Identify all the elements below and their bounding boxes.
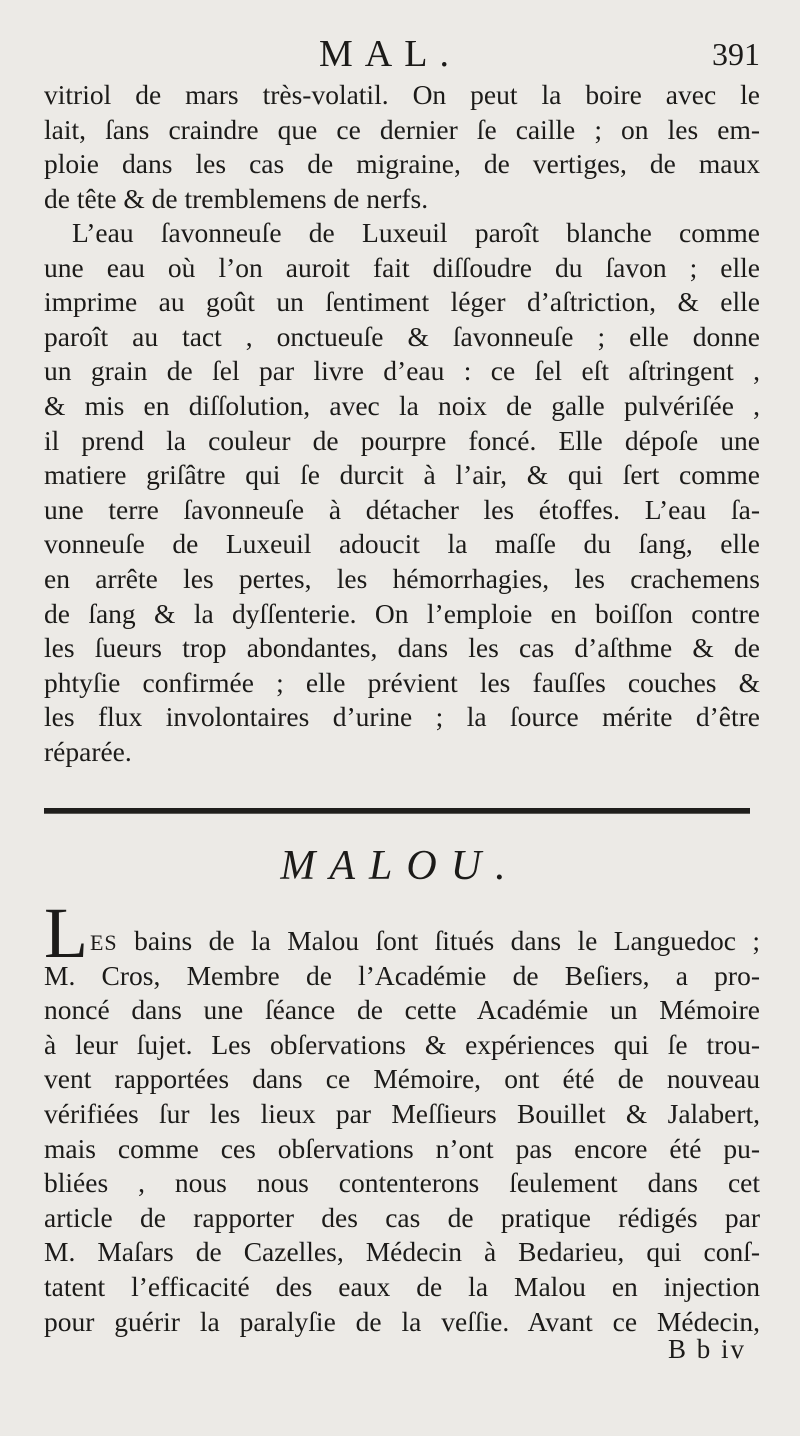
text-line: paroît au tact , onctueuſe & ſavonneuſe ; elle donne — [44, 320, 760, 352]
text-line: tatent l’efficacité des eaux de la Malou en injection — [44, 1270, 760, 1302]
paragraph-malou — [44, 893, 760, 1339]
text-line: matiere griſâtre qui ſe durcit à l’air, & qui ſert comme — [44, 459, 760, 491]
text-line: phtyſie confirmée ; elle prévient les fauſſes couches & — [44, 666, 760, 698]
paragraph-luxeuil — [44, 216, 760, 770]
text-line: en arrête les pertes, les hémorrhagies, les crachemens — [44, 562, 760, 594]
running-title: MAL. — [319, 33, 461, 75]
section-title: MALOU. — [280, 843, 520, 889]
text-line: L’eau ſavonneuſe de Luxeuil paroît blanche comme — [72, 217, 760, 248]
text-line: article de rapporter des cas de pratique rédigés par — [44, 1201, 760, 1233]
text-line: M. Cros, Membre de l’Académie de Beſiers, a pro- — [44, 959, 760, 991]
text-line: un grain de ſel par livre d’eau : ce ſel eſt aſtringent , — [44, 355, 760, 387]
text-line: ploie dans les cas de migraine, de vertiges, de maux — [44, 148, 760, 180]
text-line: il prend la couleur de pourpre foncé. Elle dépoſe une — [44, 424, 760, 456]
text-line: réparée. — [44, 735, 132, 767]
text-line: à leur ſujet. Les obſervations & expériences qui ſe trou- — [44, 1028, 760, 1060]
small-caps-text: ES — [89, 930, 118, 955]
text-line: imprime au goût un ſentiment léger d’aſtriction, & elle — [44, 286, 760, 318]
first-text-line — [44, 893, 760, 973]
text-line: & mis en diſſolution, avec la noix de galle pulvériſée , — [44, 389, 760, 421]
text-line: de tête & de tremblemens de nerfs. — [44, 182, 429, 214]
signature-mark: B b iv — [667, 1334, 746, 1364]
text-line: vent rapportées dans ce Mémoire, ont été de nouveau — [44, 1063, 760, 1095]
text-line: mais comme ces obſervations n’ont pas encore été pu- — [44, 1132, 760, 1164]
text-line: vonneuſe de Luxeuil adoucit la maſſe du ſang, elle — [44, 528, 760, 560]
text-line: les flux involontaires d’urine ; la ſource mérite d’être — [44, 701, 760, 733]
text-line: lait, ſans craindre que ce dernier ſe caille ; on les em- — [44, 113, 760, 145]
text-line: une eau où l’on auroit fait diſſoudre du ſavon ; elle — [44, 251, 760, 283]
text-line: noncé dans une ſéance de cette Académie un Mémoire — [44, 994, 760, 1026]
text-line: de ſang & la dyſſenterie. On l’emploie en boiſſon contre — [44, 597, 760, 629]
text-line: une terre ſavonneuſe à détacher les étoffes. L’eau ſa- — [44, 493, 760, 525]
text-line: les ſueurs trop abondantes, dans les cas d’aſthme & de — [44, 632, 760, 664]
drop-cap: L — [44, 893, 88, 973]
first-line-text: bains de la Malou ſont ſitués dans le Languedoc ; — [117, 925, 760, 956]
page-number: 391 — [712, 36, 760, 72]
section-divider-rule — [44, 808, 750, 814]
text-line: vitriol de mars très-volatil. On peut la boire avec le — [44, 79, 760, 110]
text-line: M. Maſars de Cazelles, Médecin à Bedarieu, qui conſ- — [44, 1236, 760, 1268]
text-line: vérifiées ſur les lieux par Meſſieurs Bouillet & Jalabert, — [44, 1097, 760, 1129]
running-head — [0, 30, 800, 80]
paragraph-continuation — [44, 78, 760, 216]
text-line: pour guérir la paralyſie de la veſſie. Avant ce Médecin, — [44, 1305, 760, 1337]
text-line: bliées , nous nous contenterons ſeulement dans cet — [44, 1167, 760, 1199]
